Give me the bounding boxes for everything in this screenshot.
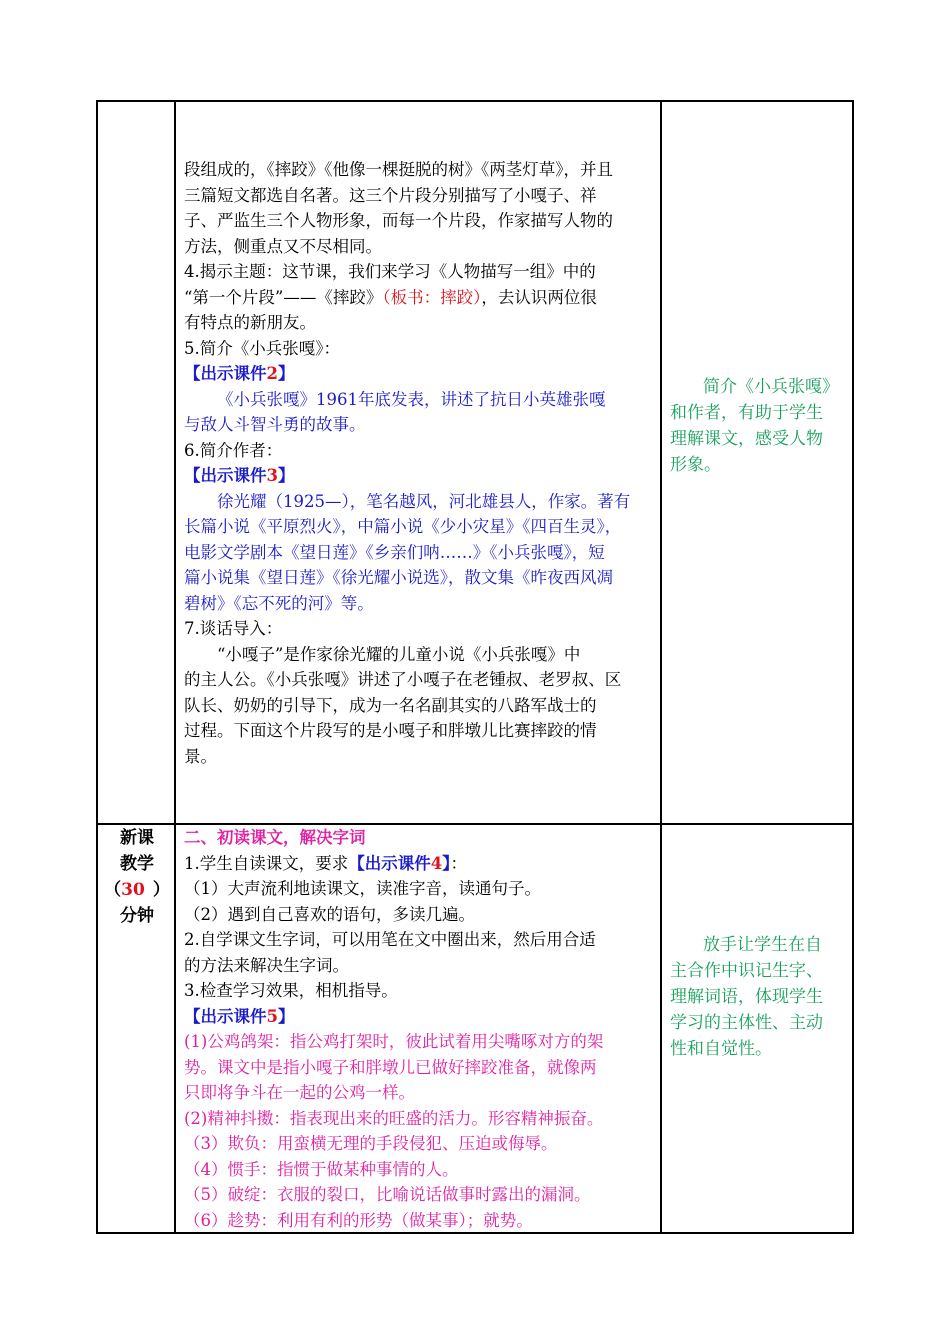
text-line: 有特点的新朋友。	[184, 313, 316, 332]
row1-content-cell	[184, 157, 658, 769]
text-line: 势。课文中是指小嘎子和胖墩儿已做好摔跤准备，就像两	[184, 1057, 597, 1077]
item-4-theme	[184, 259, 658, 336]
item-5-heading: 5.简介《小兵张嘎》：	[184, 338, 340, 358]
board-note: （板书：摔跤）	[382, 287, 482, 307]
text-line: 碧树》《忘不死的河》等。	[184, 593, 374, 613]
text-line: 只即将争斗在一起的公鸡一样。	[184, 1083, 415, 1102]
text-line: 4.揭示主题：这节课，我们来学习《人物描写一组》中的	[184, 262, 596, 281]
intro-paragraph	[184, 157, 658, 259]
courseware-5-marker: 【出示课件5】	[184, 1006, 295, 1026]
text-line: 理解词语，体现学生	[670, 987, 823, 1007]
text-line: 主合作中识记生字、	[670, 961, 823, 981]
column-divider-2	[660, 100, 662, 1234]
vocab-item: （4）惯手：指惯于做某种事情的人。	[184, 1159, 459, 1179]
text-line: “第一个片段”——《摔跤》（板书：摔跤），去认识两位很	[184, 287, 597, 307]
label-line: 教学	[120, 854, 154, 874]
row2-design-note	[670, 932, 852, 1062]
text-line: 性和自觉性。	[670, 1039, 772, 1059]
section-heading: 二、初读课文，解决字词	[184, 828, 366, 847]
text-line: 电影文学剧本《望日莲》《乡亲们呐……》《小兵张嘎》，短	[184, 542, 605, 562]
label-line: 新课	[120, 828, 154, 848]
novel-description	[184, 387, 658, 438]
text-line: 的方法来解决生字词。	[184, 955, 349, 975]
vocab-item: (2)精神抖擞：指表现出来的旺盛的活力。形容精神振奋。	[184, 1108, 604, 1128]
row2-content-cell	[184, 825, 658, 1233]
text-line: 过程。下面这个片段写的是小嘎子和胖墩儿比赛摔跤的情	[184, 721, 597, 740]
text-line: 段组成的，《摔跤》《他像一棵挺脱的树》《两茎灯草》，并且	[184, 160, 613, 179]
text-line: 方法，侧重点又不尽相同。	[184, 236, 382, 256]
text-line: 徐光耀（1925—），笔名越风，河北雄县人，作家。著有	[217, 491, 631, 511]
requirement-1: （1）大声流利地读课文，读准字音，读通句子。	[184, 879, 541, 898]
text-line: “小嘎子”是作家徐光耀的儿童小说《小兵张嘎》中	[217, 644, 581, 664]
text-line: 放手让学生在自	[703, 935, 822, 955]
row1-design-note	[670, 374, 850, 478]
item-7-heading: 7.谈话导入：	[184, 619, 283, 638]
table-border-right	[852, 100, 854, 1234]
text-line: 篇小说集《望日莲》《徐光耀小说选》，散文集《昨夜西风凋	[184, 568, 613, 587]
text-line: 和作者，有助于学生	[670, 403, 823, 423]
duration: （30 ）	[104, 880, 170, 900]
text-line: 景。	[184, 746, 217, 766]
item-3: 3.检查学习效果，相机指导。	[184, 981, 398, 1000]
column-divider-1	[174, 100, 176, 1234]
requirement-2: （2）遇到自己喜欢的语句，多读几遍。	[184, 904, 475, 924]
text-line: 与敌人斗智斗勇的故事。	[184, 415, 366, 434]
vocab-item: （6）趁势：利用有利的形势（做某事）；就势。	[184, 1210, 533, 1230]
intro-talk	[184, 642, 658, 770]
text-line: 三篇短文都选自名著。这三个片段分别描写了小嘎子、祥	[184, 185, 597, 205]
item-6-heading: 6.简介作者：	[184, 440, 283, 460]
item-2	[184, 927, 658, 978]
text-line: 理解课文，感受人物	[670, 429, 823, 449]
text-line: 形象。	[670, 455, 721, 475]
item-1: 1.学生自读课文，要求【出示课件4】：	[184, 853, 467, 873]
text-line: 子、严监生三个人物形象，而每一个片段，作家描写人物的	[184, 211, 613, 230]
text-line: 2.自学课文生字词，可以用笔在文中圈出来，然后用合适	[184, 930, 596, 949]
vocabulary-list	[184, 1029, 658, 1233]
table-border-left	[96, 100, 98, 1234]
section-label	[100, 825, 174, 929]
label-line: 分钟	[120, 906, 154, 926]
text-line: 队长、奶奶的引导下，成为一名名副其实的八路军战士的	[184, 695, 597, 715]
text-line: 长篇小说《平原烈火》，中篇小说《少小灾星》《四百生灵》，	[184, 517, 622, 536]
table-border-top	[96, 100, 854, 102]
text-line: 的主人公。《小兵张嘎》讲述了小嘎子在老锺叔、老罗叔、区	[184, 670, 622, 689]
vocab-item: （5）破绽：衣服的裂口，比喻说话做事时露出的漏洞。	[184, 1185, 591, 1204]
vocab-item: （3）欺负：用蛮横无理的手段侵犯、压迫或侮辱。	[184, 1134, 558, 1153]
courseware-2-marker: 【出示课件2】	[184, 364, 295, 383]
text-line: 学习的主体性、主动	[670, 1013, 823, 1033]
vocab-item: (1)公鸡鸽架：指公鸡打架时，彼此试着用尖嘴啄对方的架	[184, 1032, 604, 1051]
text-line: 《小兵张嘎》1961年底发表，讲述了抗日小英雄张嘎	[217, 389, 606, 409]
courseware-4-marker: 【出示课件4】	[348, 853, 451, 873]
lesson-plan-table	[96, 100, 854, 1234]
courseware-3-marker: 【出示课件3】	[184, 466, 295, 485]
text-line: 简介《小兵张嘎》	[703, 377, 839, 397]
author-description	[184, 489, 658, 617]
